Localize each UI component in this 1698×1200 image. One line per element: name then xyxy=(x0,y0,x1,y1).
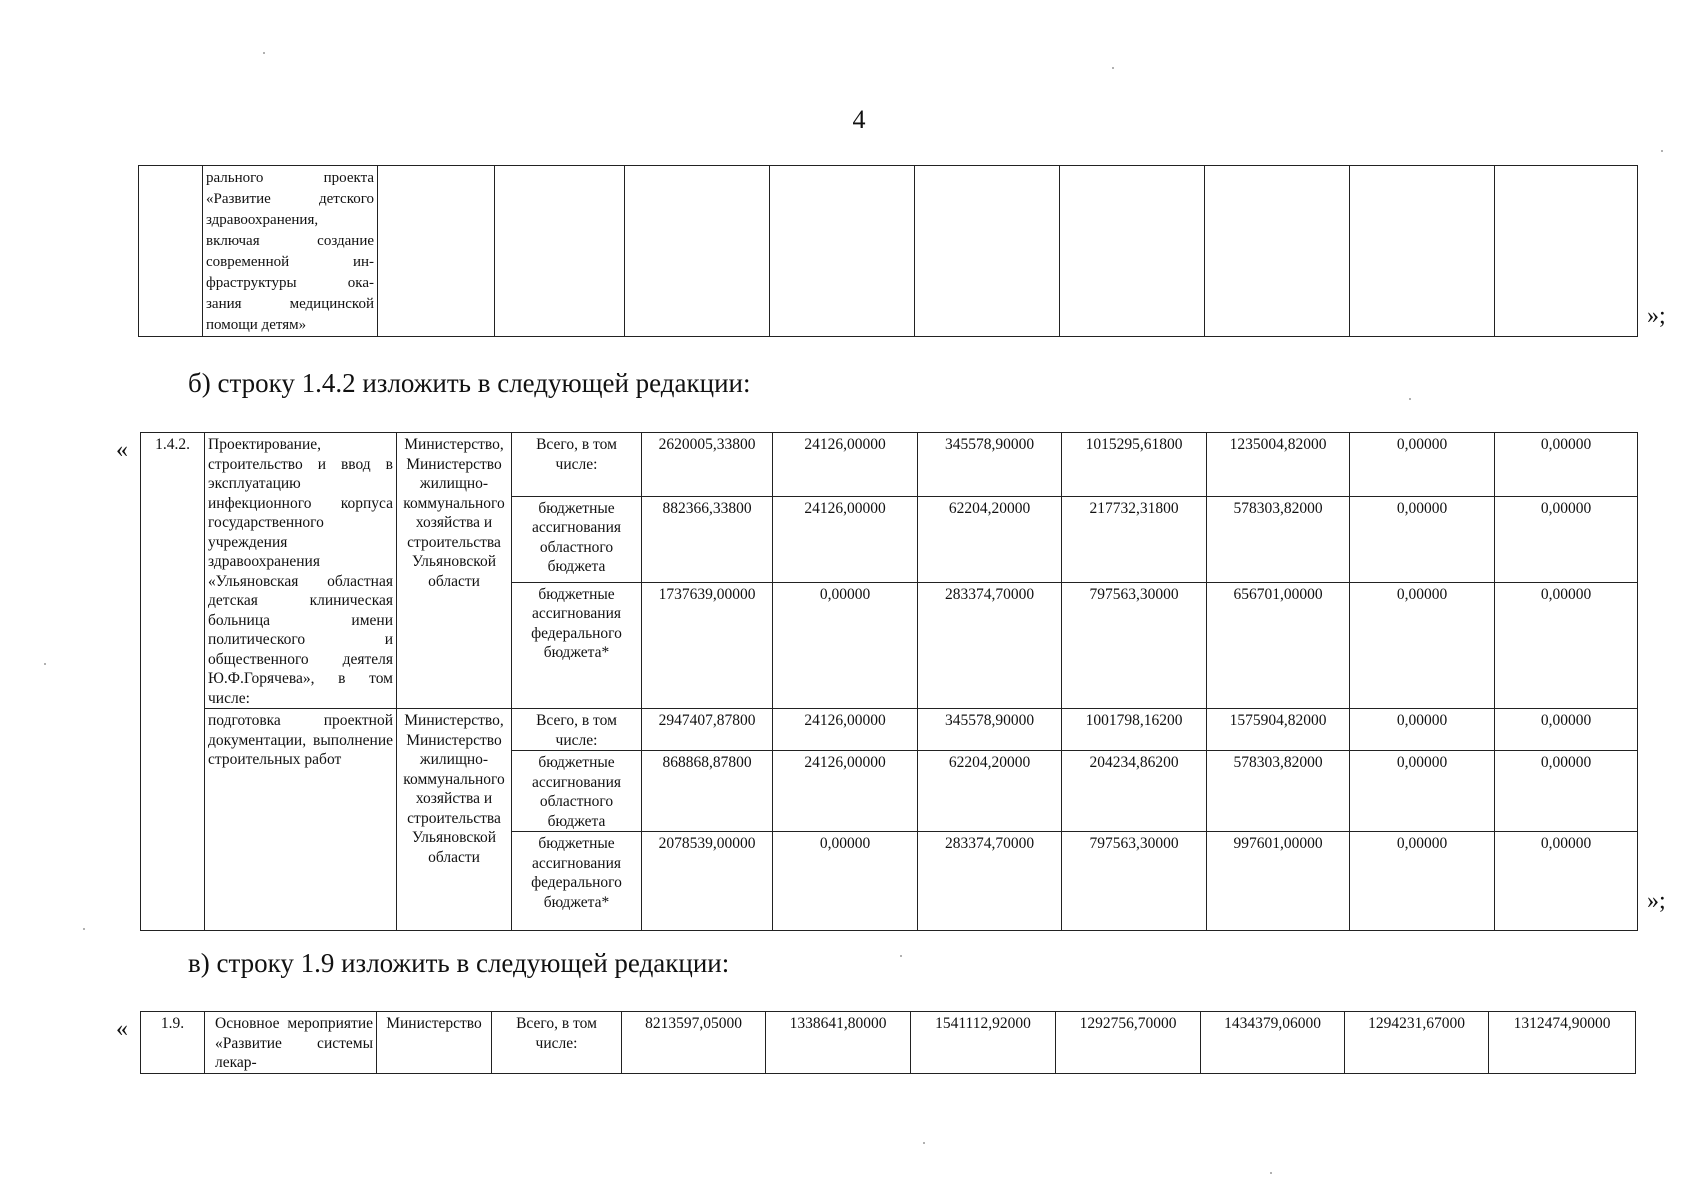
closing-quote-1: »; xyxy=(1647,303,1666,329)
table-row-1-4-2 xyxy=(140,432,1638,931)
desc-line: помощи детям» xyxy=(206,317,307,333)
amount-cell: 797563,30000 xyxy=(1062,582,1207,708)
project-description-cell xyxy=(203,166,378,337)
amount-cell: 8213597,05000 xyxy=(622,1012,766,1074)
empty-cell xyxy=(495,166,625,337)
empty-cell xyxy=(378,166,495,337)
amount-cell: 1575904,82000 xyxy=(1207,709,1350,751)
desc-line: фраструктуры ока- xyxy=(206,275,374,291)
amount-cell: 1338641,80000 xyxy=(766,1012,911,1074)
amount-cell: 0,00000 xyxy=(1350,709,1495,751)
empty-cell xyxy=(625,166,770,337)
scan-speck xyxy=(1112,67,1114,69)
amount-cell: 578303,82000 xyxy=(1207,496,1350,582)
amount-cell: 62204,20000 xyxy=(918,496,1062,582)
amount-cell: 283374,70000 xyxy=(918,582,1062,708)
row-number-cell: 1.4.2. xyxy=(141,433,205,931)
scan-speck xyxy=(1661,150,1663,152)
executor-cell: Министерство xyxy=(377,1012,492,1074)
funding-source-cell: бюджетные ассигнования областного бюджета xyxy=(512,496,642,582)
amount-cell: 2078539,00000 xyxy=(642,832,773,931)
scan-speck xyxy=(1270,1172,1272,1174)
amount-cell: 2620005,33800 xyxy=(642,433,773,497)
amount-cell: 24126,00000 xyxy=(773,709,918,751)
desc-line: «Развитие детского xyxy=(206,191,374,207)
amount-cell: 797563,30000 xyxy=(1062,832,1207,931)
amount-cell: 0,00000 xyxy=(1350,582,1495,708)
amount-cell: 24126,00000 xyxy=(773,496,918,582)
funding-source-cell: бюджетные ассигнования федерального бюджета* xyxy=(512,832,642,931)
page-number: 4 xyxy=(852,105,866,134)
amount-cell: 1737639,00000 xyxy=(642,582,773,708)
executor-cell: Министерство, Министерство жилищно-коммунального хозяйства и строительства Ульяновской области xyxy=(397,709,512,931)
desc-line: включая создание xyxy=(206,233,374,249)
cell-number-empty xyxy=(139,166,203,337)
amount-cell: 0,00000 xyxy=(1495,832,1638,931)
amount-cell: 578303,82000 xyxy=(1207,751,1350,832)
scan-speck xyxy=(263,52,265,54)
amount-cell: 1434379,06000 xyxy=(1201,1012,1345,1074)
sub-description-cell: подготовка проектной документации, выполнение строительных работ xyxy=(205,709,397,931)
table-continuation xyxy=(138,165,1638,337)
amount-cell: 0,00000 xyxy=(1350,496,1495,582)
amount-cell: 2947407,87800 xyxy=(642,709,773,751)
amount-cell: 204234,86200 xyxy=(1062,751,1207,832)
empty-cell xyxy=(1060,166,1205,337)
amount-cell: 345578,90000 xyxy=(918,709,1062,751)
desc-line: рального проекта xyxy=(206,170,374,186)
amount-cell: 0,00000 xyxy=(1350,751,1495,832)
empty-cell xyxy=(1350,166,1495,337)
amount-cell: 1015295,61800 xyxy=(1062,433,1207,497)
amount-cell: 24126,00000 xyxy=(773,433,918,497)
description-cell: Основное мероприятие «Развитие системы лекар- xyxy=(205,1012,377,1074)
main-description-cell: Проектирование, строительство и ввод в эксплуатацию инфекционного корпуса государственного учреждения здравоохранения «Ульяновская областная детская клиническая больница имени политического и общественного деятеля Ю.Ф.Горячева», в том числе: xyxy=(205,433,397,709)
table-row-1-9 xyxy=(140,1011,1636,1074)
desc-line: зания медицинской xyxy=(206,296,374,312)
amount-cell: 0,00000 xyxy=(773,832,918,931)
scan-speck xyxy=(44,663,46,665)
amount-cell: 24126,00000 xyxy=(773,751,918,832)
scan-speck xyxy=(83,928,85,930)
amount-cell: 1294231,67000 xyxy=(1345,1012,1489,1074)
funding-source-cell: бюджетные ассигнования федерального бюджета* xyxy=(512,582,642,708)
amount-cell: 217732,31800 xyxy=(1062,496,1207,582)
amount-cell: 0,00000 xyxy=(1350,832,1495,931)
amount-cell: 656701,00000 xyxy=(1207,582,1350,708)
amount-cell: 0,00000 xyxy=(1495,496,1638,582)
row-number-cell: 1.9. xyxy=(141,1012,205,1074)
amount-cell: 0,00000 xyxy=(773,582,918,708)
scan-speck xyxy=(923,1142,925,1144)
funding-source-cell: Всего, в том числе: xyxy=(492,1012,622,1074)
scan-speck xyxy=(1409,398,1411,400)
closing-quote-2: »; xyxy=(1647,888,1666,914)
empty-cell xyxy=(770,166,915,337)
amount-cell: 283374,70000 xyxy=(918,832,1062,931)
amount-cell: 1541112,92000 xyxy=(911,1012,1056,1074)
heading-c: в) строку 1.9 изложить в следующей редакции: xyxy=(188,948,730,978)
amount-cell: 62204,20000 xyxy=(918,751,1062,832)
empty-cell xyxy=(1495,166,1638,337)
opening-quote-3: « xyxy=(116,1016,128,1042)
amount-cell: 868868,87800 xyxy=(642,751,773,832)
desc-line: современной ин- xyxy=(206,254,374,270)
funding-source-cell: Всего, в том числе: xyxy=(512,709,642,751)
amount-cell: 345578,90000 xyxy=(918,433,1062,497)
amount-cell: 0,00000 xyxy=(1495,751,1638,832)
opening-quote-2: « xyxy=(116,437,128,463)
amount-cell: 1292756,70000 xyxy=(1056,1012,1201,1074)
amount-cell: 0,00000 xyxy=(1495,709,1638,751)
amount-cell: 0,00000 xyxy=(1495,582,1638,708)
amount-cell: 1235004,82000 xyxy=(1207,433,1350,497)
amount-cell: 1312474,90000 xyxy=(1489,1012,1636,1074)
empty-cell xyxy=(915,166,1060,337)
funding-source-cell: Всего, в том числе: xyxy=(512,433,642,497)
amount-cell: 0,00000 xyxy=(1495,433,1638,497)
amount-cell: 1001798,16200 xyxy=(1062,709,1207,751)
scan-speck xyxy=(900,955,902,957)
amount-cell: 997601,00000 xyxy=(1207,832,1350,931)
desc-line: здравоохранения, xyxy=(206,212,319,228)
empty-cell xyxy=(1205,166,1350,337)
amount-cell: 882366,33800 xyxy=(642,496,773,582)
executor-cell: Министерство, Министерство жилищно-коммунального хозяйства и строительства Ульяновской области xyxy=(397,433,512,709)
heading-b: б) строку 1.4.2 изложить в следующей редакции: xyxy=(188,368,751,398)
funding-source-cell: бюджетные ассигнования областного бюджета xyxy=(512,751,642,832)
amount-cell: 0,00000 xyxy=(1350,433,1495,497)
